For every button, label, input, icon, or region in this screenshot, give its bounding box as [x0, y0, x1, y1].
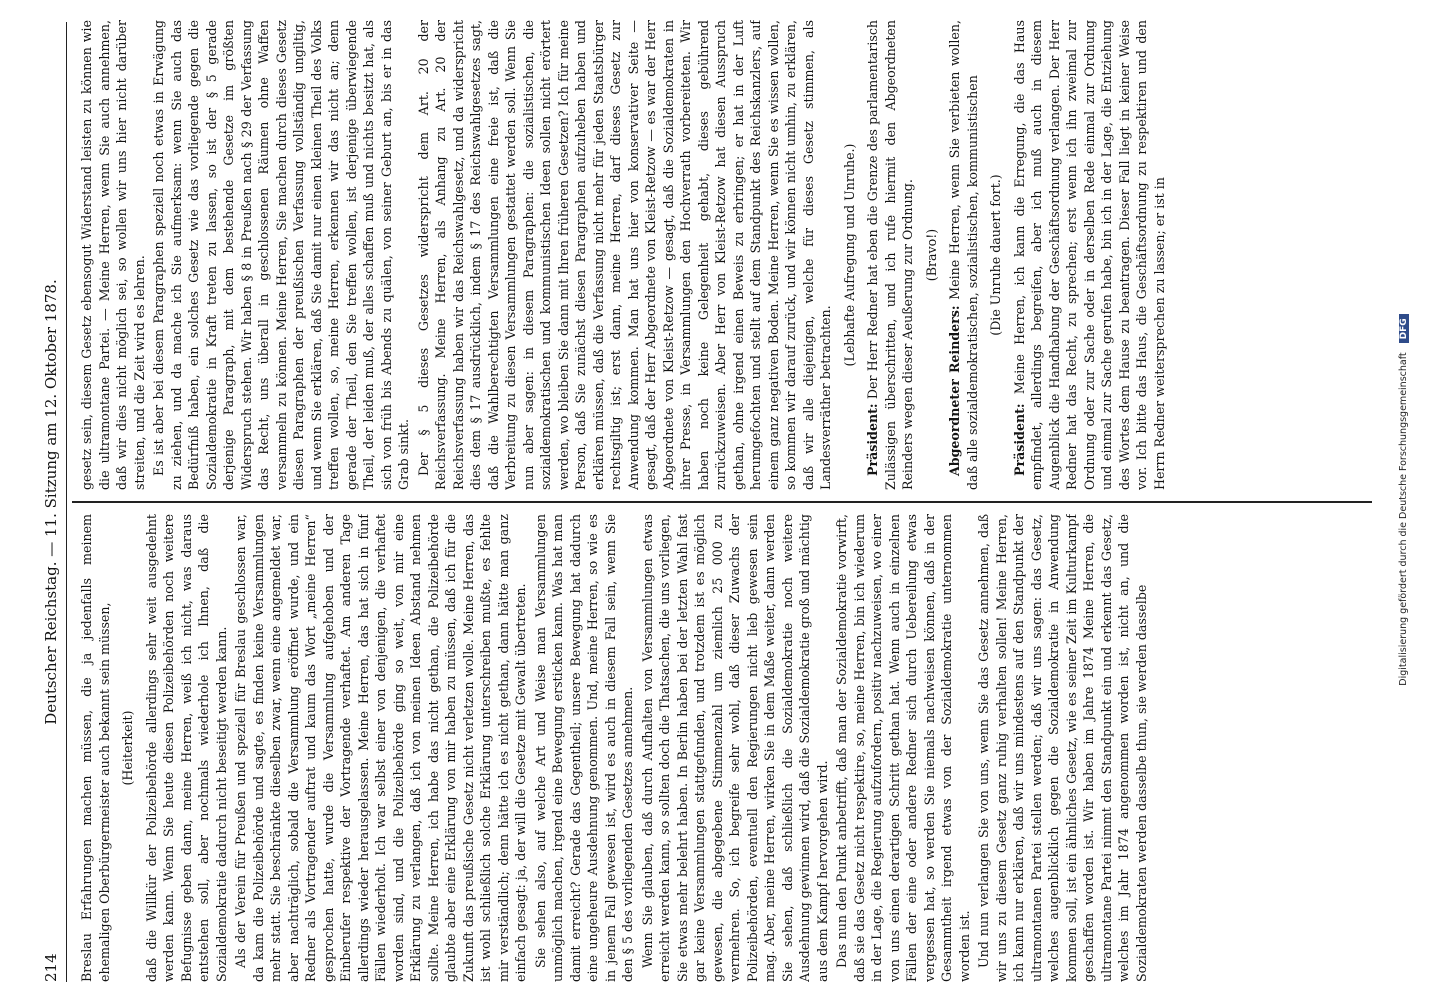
credit-text: Digitalisierung gefördert durch die Deutsche Forschungsgemeinschaft — [1398, 352, 1409, 686]
paragraph: Und nun verlangen Sie von uns, wenn Sie das Gesetz annehmen, daß wir uns zu diesem Gesetz ganz ruhig verhalten sollen! Meine Herren, ich kann nur erklären, daß wir uns mindestens auf den Standpunkt der ultramontanen Partei stellen werden; daß wir uns sagen: das Gesetz, welches augenblicklich gegen die Sozialdemokratie in Anwendung kommen soll, ist ein ähnliches Gesetz, wie es seiner Zeit im Kulturkampf geschaffen worden ist. Wir haben im Jahre 1874 Meine Herren, die ultramontane Partei nimmt den Standpunkt ein und erkennt das Gesetz, welches im Jahr 1874 angenommen worden ist, nicht an, und die Sozialdemokraten werden dasselbe thun, sie werden dasselbe — [976, 514, 1149, 982]
paragraph: gesetz sein, diesem Gesetz ebensogut Widerstand leisten zu können wie die ultramontane Partei. — Meine Herren, wenn Sie auch annehmen, daß wir dies nicht möglich sei, so wollen wir uns hier nicht darüber streiten, und die Zeit wird es lehren. — [79, 20, 147, 490]
paragraph: Es ist aber bei diesem Paragraphen speziell noch etwas in Erwägung zu ziehen, und da mache ich Sie aufmerksam: wenn Sie auch das Bedürfniß haben, ein solches Gesetz wie das vorliegende gegen die Sozialdemokratie in Kraft treten zu lassen, so ist der § 5 gerade derjenige Paragraph, mit dem bestehende Gesetze im größten Widerspruch stehen. Wir haben § 8 in Preußen nach § 29 der Verfassung das Recht, uns überall in geschlossenen Räumen ohne Waffen versammeln zu können. Meine Herren, Sie machen durch dieses Gesetz diesen Paragraphen der preußischen Verfassung vollständig ungiltig, und wenn Sie erklären, daß Sie damit nur einen kleinen Theil des Volks treffen wollen, so, meine Herren, erkennen wir das nicht an; denn gerade der Theil, den Sie treffen wollen, ist derjenige überwiegende Theil, der leiden muß, der alles schaffen muß und nichts besitzt hat, als sich von früh bis Abends zu quälen, von seiner Geburt an, bis er in das Grab sinkt. — [151, 20, 411, 490]
paragraph: Als der Verein für Preußen und speziell für Breslau geschlossen war, da kam die Polizeibehörde und sagte, es finden keine Versammlungen mehr statt. Sie beschränkte dieselben zwar, wenn eine angemeldet war, aber nachträglich, sobald die Versammlung eröffnet wurde, und ein Redner als Vortragender auftrat und kaum das Wort „meine Herren“ gesprochen hatte, wurde die Versammlung aufgehoben und der Einberufer respektive der Vortragende verhaftet. Am anderen Tage allerdings wieder herausgelassen. Meine Herren, das hat sich in fünf Fällen wiederholt. Ich war selbst einer von denjenigen, die verhaftet worden sind, und die Polizeibehörde ging so weit, von mir eine Erklärung zu verlangen, daß ich von meinen Ideen Abstand nehmen sollte. Meine Herren, ich habe das nicht gethan, die Polizeibehörde glaubte aber eine Erklärung von mir haben zu müssen, daß ich für die Zukunft das preußische Gesetz nicht verletzen wolle. Meine Herren, das ist wohl schließlich solche Erklärung unterschreiben mußte, es fehlte mir verständlich; denn hätte ich es nicht gethan, dann hätte man ganz einfach gesagt: ja, der will die Gesetze mit Gewalt übertreten. — [233, 514, 528, 982]
speech-text: Meine Herren, ich kann die Erregung, die das Haus empfindet, allerdings begreifen, aber ich muß auch in diesem Augenblick die Handhabung der Geschäftsordnung verlangen. Der Herr Redner hat das Recht, zu sprechen; erst wenn ich ihn zweimal zur Ordnung oder zur Sache oder in derselben Rede einmal zur Ordnung und einmal zur Sache gerufen habe, bin ich in der Lage, die Entziehung des Wortes dem Hause zu beantragen. Dieser Fall liegt in keiner Weise vor. Ich bitte das Haus, die Geschäftsordnung zu respektiren und den Herrn Redner weitersprechen zu lassen; er ist in — [1011, 20, 1167, 490]
speech-reinders — [946, 20, 981, 490]
speaker-name: Präsident: — [1011, 403, 1027, 476]
paragraph: daß die Willkür der Polizeibehörde allerdings sehr weit ausgedehnt werden kann. Wenn Sie heute diesen Polizeibehörden noch weitere Befugnisse geben dann, meine Herren, weiß ich nicht, was daraus entstehen soll, aber nochmals wiederhole ich Ihnen, daß die Sozialdemokratie dadurch nicht beseitigt werden kann. — [143, 514, 229, 982]
paragraph: Der § 5 dieses Gesetzes widerspricht dem Art. 20 der Reichsverfassung. Meine Herren, als Anhang zu Art. 20 der Reichsverfassung haben wir das Reichswahlgesetz, und da widerspricht dies dem § 17 ausdrücklich, indem § 17 des Reichswahlgesetzes sagt, daß die Wahlberechtigten Versammlungen eine freie ist, daß die Verbreitung zu diesen Versammlungen gestattet werden soll. Wenn Sie nun aber sagen: in diesem Paragraphen: die sozialistischen, die sozialdemokratischen und kommunistischen Ideen sollen nicht erörtert werden, wo bleiben Sie dann mit Ihren früheren Gesetzen? Ich für meine Person, daß Sie zunächst diesen Paragraphen aufzuheben haben und erklären müssen, daß die Verfassung nicht mehr für jeden Staatsbürger rechtsgiltig ist; erst dann, meine Herren, darf dieses Gesetz zur Anwendung kommen. Man hat uns hier von konservativer Seite — gesagt, daß der Herr Abgeordnete von Kleist-Retzow — es war der Herr Abgeordnete von Kleist-Retzow — gesagt, daß die Sozialdemokraten in ihrer Presse, in Versammlungen den Hochverrath vorbereiteten. Wir haben noch keine Gelegenheit gehabt, dieses gebührend zurückzuweisen. Aber Herr von Kleist-Retzow hat diesen Ausspruch gethan, ohne irgend einen Beweis zu erbringen; er hat in der Luft herumgefochten und stellt auf dem Standpunkt des Reichskanzlers, auf einem ganz negativen Boden. Meine Herren, wenn Sie es wissen wollen, so kommen wir darauf zurück, und wir können nicht umhin, zu erklären, daß wir alle diejenigen, welche für dieses Gesetz stimmen, als Landesverräther betrachten. — [415, 20, 833, 490]
speaker-name: Abgeordneter Reinders: — [947, 305, 962, 476]
running-head — [38, 22, 67, 982]
paragraph: Breslau Erfahrungen machen müssen, die ja jedenfalls meinem ehemaligen Oberbürgermeister auch bekannt sein müssen, — [79, 514, 112, 982]
digitization-credit — [1398, 5, 1409, 995]
interjection: (Bravo!) — [923, 228, 939, 282]
page-number: 214 — [42, 953, 60, 982]
speech-text: Meine Herren, wenn Sie verbieten wollen, daß alle sozialdemokratischen, sozialistischen, kommunistischen — [947, 20, 980, 490]
speaker-name: Präsident: — [865, 403, 880, 476]
page-title: Deutscher Reichstag. — 11. Sitzung am 12. Oktober 1878. — [42, 279, 60, 725]
speech-president — [864, 20, 917, 490]
interjection: (Heiterkeit) — [120, 710, 135, 786]
speech-president — [1011, 20, 1169, 490]
interjection: (Lebhafte Aufregung und Unruhe.) — [841, 143, 857, 367]
speech-text: Der Herr Redner hat eben die Grenze des parlamentarisch Zulässigen überschritten, und ich rufe hiermit den Abgeordneten Reinders wegen dieser Aeußerung zur Ordnung. — [865, 20, 915, 490]
paragraph: Das nun den Punkt anbetrifft, daß man der Sozialdemokratie vorwirft, daß sie das Gesetz nicht respektire, so, meine Herren, bin ich wiederum in der Lage, die Regierung aufzufordern, positiv nachzuweisen, wo einer von uns einen derartigen Schritt gethan hat. Wenn auch in einzelnen Fällen der eine oder andere Redner sich durch Uebereilung etwas vergessen hat, so werden Sie niemals nachweisen können, daß in der Gesammtheit irgend etwas von der Sozialdemokratie unternommen worden ist. — [834, 514, 972, 982]
paragraph: Sie sehen also, auf welche Art und Weise man Versammlungen unmöglich machen, irgend eine Bewegung ersticken kann. Was hat man damit erreicht? Gerade das Gegentheil; unsere Bewegung hat dadurch eine ungeheure Ausdehnung genommen. Und, meine Herren, so wie es in jenem Fall gewesen ist, wird es auch in diesem Fall sein, wenn Sie den § 5 des vorliegenden Gesetzes annehmen. — [532, 514, 635, 982]
left-column — [78, 514, 1368, 982]
column-divider — [72, 502, 1372, 504]
paragraph: Wenn Sie glauben, daß durch Aufhalten von Versammlungen etwas erreicht werden kann, so sollten doch die Thatsachen, die uns vorliegen, Sie etwas mehr belehrt haben. In Berlin haben bei der letzten Wahl fast gar keine Versammlungen stattgefunden, und trotzdem ist es möglich gewesen, die abgegebene Stimmenzahl um ziemlich 25 000 zu vermehren. So, ich begreife sehr wohl, daß dieser Zuwachs der Polizeibehörden, eventuell den Regierungen nicht lieb gewesen sein mag. Aber, meine Herren, wirken Sie in dem Maße weiter, dann werden Sie sehen, daß schließlich die Sozialdemokratie noch weitere Ausdehnung gewinnen wird, daß die Sozialdemokratie groß und mächtig aus dem Kampf hervorgehen wird. — [639, 514, 830, 982]
interjection: (Die Unruhe dauert fort.) — [988, 174, 1003, 336]
dfg-logo: DFG — [1399, 314, 1409, 343]
right-column — [78, 20, 1368, 490]
